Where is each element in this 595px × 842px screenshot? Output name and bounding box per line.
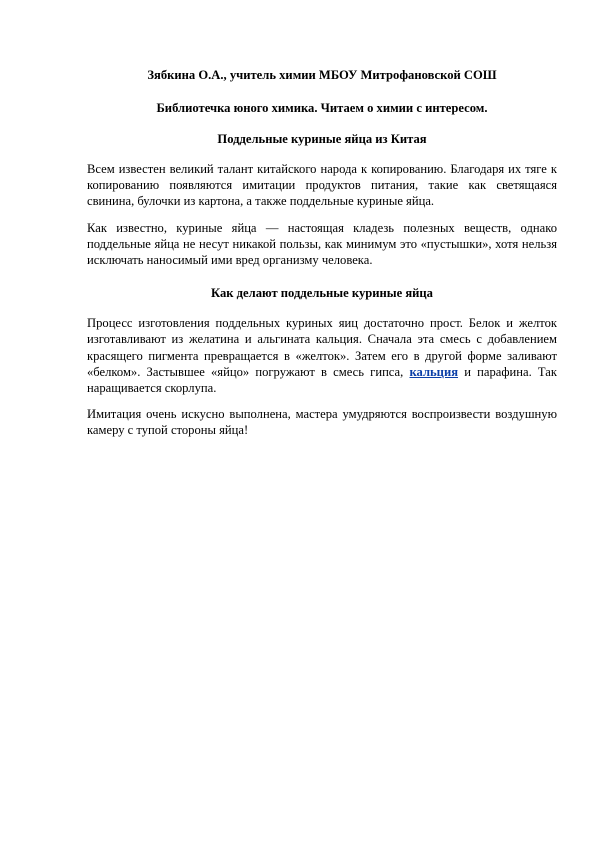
author-line: Зябкина О.А., учитель химии МБОУ Митрофановской СОШ: [147, 68, 497, 82]
calcium-link[interactable]: кальция: [409, 364, 459, 379]
paragraph-2: Как известно, куриные яйца — настоящая кладезь полезных веществ, однако поддельные яйца не несут никакой пользы, как минимум это «пустышки», хотя нельзя исключать наносимый ими вред организму человека.: [87, 220, 557, 268]
paragraph-3-text-end: и парафина. Так наращивается скорлупа.: [87, 364, 557, 396]
series-line: Библиотечка юного химика. Читаем о химии с интересом.: [156, 101, 488, 115]
paragraph-4: Имитация очень искусно выполнена, мастера умудряются воспроизвести воздушную камеру с тупой стороны яйца!: [87, 407, 557, 438]
article-title: Поддельные куриные яйца из Китая: [217, 132, 427, 146]
paragraph-3: [87, 315, 557, 396]
document-page: [87, 68, 557, 439]
paragraph-3-text-start: Процесс изготовления поддельных куриных яиц достаточно прост. Белок и желток изготавливают из желатина и альгината кальция. Сначала эта смесь с добавлением красящего пигмента превращается в «желток». Затем его в другой форме заливают «белком». Застывшее «яйцо» погружают в смесь гипса,: [87, 316, 557, 379]
paragraph-1: Всем известен великий талант китайского народа к копированию. Благодаря их тяге к копированию появляются имитации продуктов питания, такие как светящаяся свинина, булочки из картона, а также поддельные куриные яйца.: [87, 162, 557, 209]
section-subtitle: Как делают поддельные куриные яйца: [211, 286, 433, 301]
